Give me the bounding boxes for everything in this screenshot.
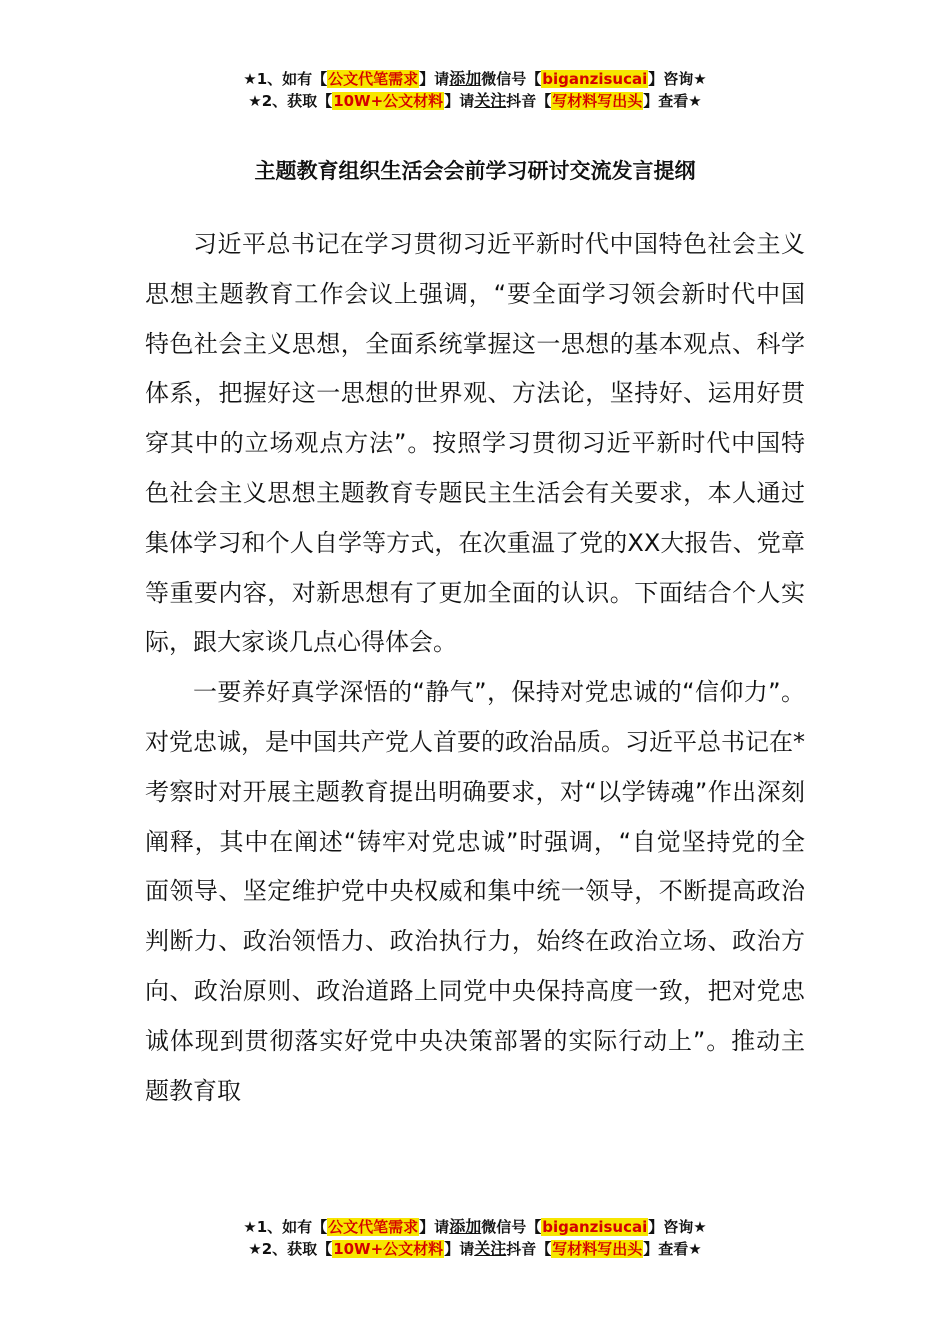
highlight-douyin-account: 写材料写出头 xyxy=(552,92,643,110)
footer-line-1: ★1、如有【公文代笔需求】请添加微信号【biganzisucai】咨询★ xyxy=(243,1217,707,1236)
paragraph-intro: 习近平总书记在学习贯彻习近平新时代中国特色社会主义思想主题教育工作会议上强调，“要全面学习领会新时代中国特色社会主义思想，全面系统掌握这一思想的基本观点、科学体系，把握好这一思想的世界观、方法论，坚持好、运用好贯穿其中的立场观点方法”。按照学习贯彻习近平新时代中国特色社会主义思想主题教育专题民主生活会有关要求，本人通过集体学习和个人自学等方式，在次重温了党的XX大报告、党章等重要内容，对新思想有了更加全面的认识。下面结合个人实际，跟大家谈几点心得体会。 xyxy=(145,230,805,657)
header-line-2: ★2、获取【10W+公文材料】请关注抖音【写材料写出头】查看★ xyxy=(248,91,702,110)
highlight-wechat-id: biganzisucai xyxy=(542,70,648,88)
document-body xyxy=(145,220,805,1116)
highlight-materials: 10W+公文材料 xyxy=(333,92,444,110)
footer-banner xyxy=(0,1216,950,1260)
highlight-materials: 10W+公文材料 xyxy=(333,1240,444,1258)
footer-line-2: ★2、获取【10W+公文材料】请关注抖音【写材料写出头】查看★ xyxy=(248,1239,702,1258)
highlight-ghostwriting: 公文代笔需求 xyxy=(328,70,419,88)
header-line-1: ★1、如有【公文代笔需求】请添加微信号【biganzisucai】咨询★ xyxy=(243,69,707,88)
highlight-wechat-id: biganzisucai xyxy=(542,1218,648,1236)
header-banner xyxy=(0,68,950,112)
paragraph-point-1: 一要养好真学深悟的“静气”，保持对党忠诚的“信仰力”。对党忠诚，是中国共产党人首要的政治品质。习近平总书记在*考察时对开展主题教育提出明确要求，对“以学铸魂”作出深刻阐释，其中在阐述“铸牢对党忠诚”时强调，“自觉坚持党的全面领导、坚定维护党中央权威和集中统一领导，不断提高政治判断力、政治领悟力、政治执行力，始终在政治立场、政治方向、政治原则、政治道路上同党中央保持高度一致，把对党忠诚体现到贯彻落实好党中央决策部署的实际行动上”。推动主题教育取 xyxy=(145,678,805,1105)
highlight-douyin-account: 写材料写出头 xyxy=(552,1240,643,1258)
highlight-ghostwriting: 公文代笔需求 xyxy=(328,1218,419,1236)
document-title: 主题教育组织生活会会前学习研讨交流发言提纲 xyxy=(254,159,696,183)
